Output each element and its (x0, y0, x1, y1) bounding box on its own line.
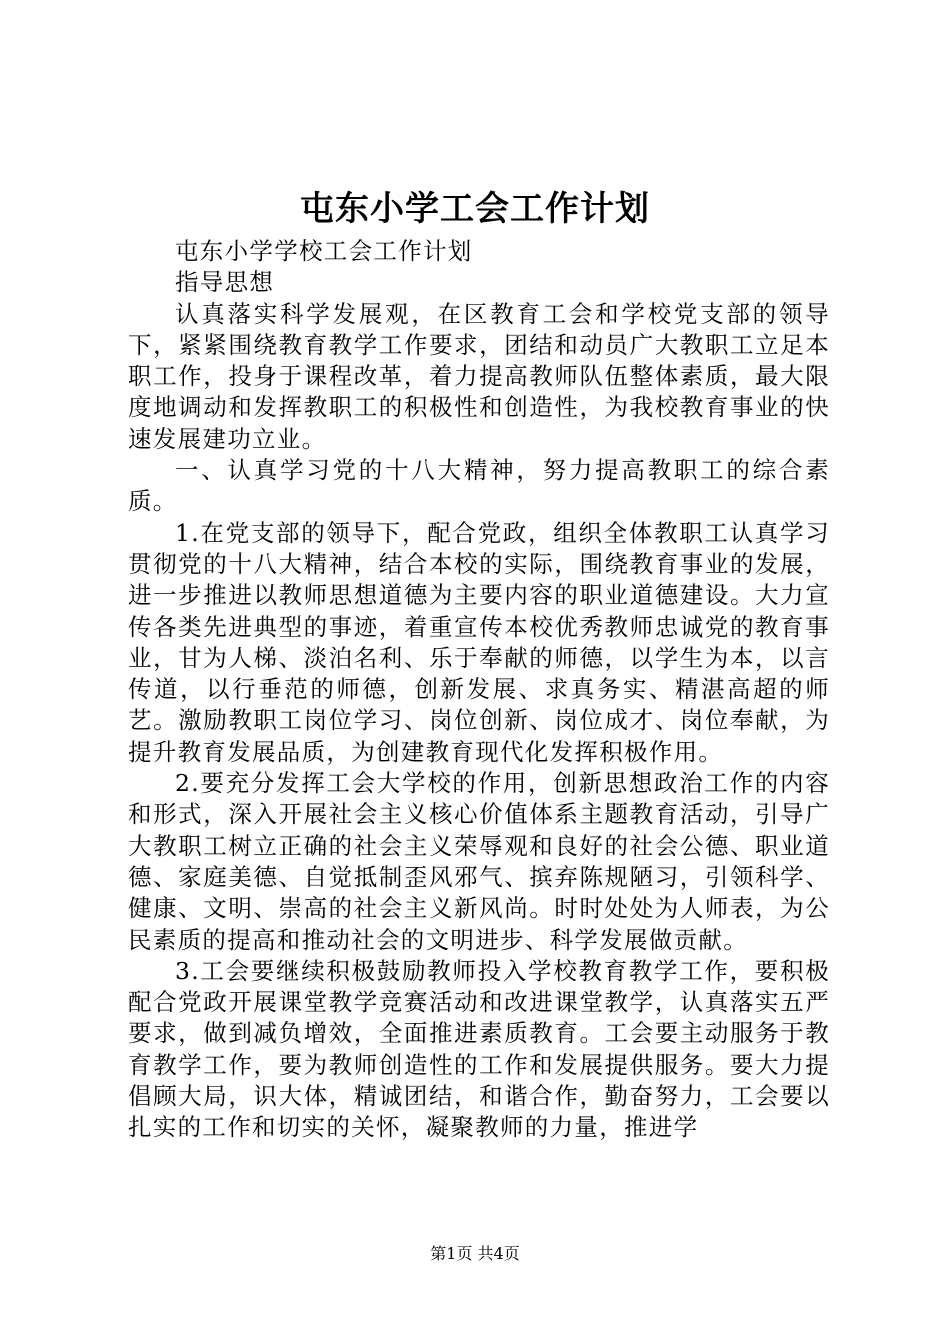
page-footer: 第1页 共4页 (430, 1244, 520, 1263)
body-paragraph: 3.工会要继续积极鼓励教师投入学校教育教学工作，要积极配合党政开展课堂教学竞赛活动和改进课堂教学，认真落实五严要求，做到减负增效，全面推进素质教育。工会要主动服务于教育教学工作，要为教师创造性的工作和发展提供服务。要大力提倡顾大局，识大体，精诚团结，和谐合作，勤奋努力，工会要以扎实的工作和切实的关怀，凝聚教师的力量，推进学 (128, 956, 830, 1142)
section-heading-guiding-thought: 指导思想 (175, 268, 275, 297)
body-paragraph: 认真落实科学发展观，在区教育工会和学校党支部的领导下，紧紧围绕教育教学工作要求，团结和动员广大教职工立足本职工作，投身于课程改革，着力提高教师队伍整体素质，最大限度地调动和发挥教职工的积极性和创造性，为我校教育事业的快速发展建功立业。 (128, 299, 830, 453)
body-paragraph: 1.在党支部的领导下，配合党政，组织全体教职工认真学习贯彻党的十八大精神，结合本校的实际，围绕教育事业的发展，进一步推进以教师思想道德为主要内容的职业道德建设。大力宣传各类先进典型的事迹，着重宣传本校优秀教师忠诚党的教育事业，甘为人梯、淡泊名利、乐于奉献的师德，以学生为本，以言传道，以行垂范的师德，创新发展、求真务实、精湛高超的师艺。激励教职工岗位学习、岗位创新、岗位成才、岗位奉献，为提升教育发展品质，为创建教育现代化发挥积极作用。 (128, 518, 830, 766)
body-paragraph: 2.要充分发挥工会大学校的作用，创新思想政治工作的内容和形式，深入开展社会主义核心价值体系主题教育活动，引导广大教职工树立正确的社会主义荣辱观和良好的社会公德、职业道德、家庭美德、自觉抵制歪风邪气、摈弃陈规陋习，引领科学、健康、文明、崇高的社会主义新风尚。时时处处为人师表，为公民素质的提高和推动社会的文明进步、科学发展做贡献。 (128, 769, 830, 954)
section-heading-one: 一、认真学习党的十八大精神，努力提高教职工的综合素质。 (128, 456, 830, 516)
subtitle-paragraph: 屯东小学学校工会工作计划 (175, 237, 473, 265)
document-title: 屯东小学工会工作计划 (300, 189, 650, 229)
document-body (128, 236, 830, 1144)
